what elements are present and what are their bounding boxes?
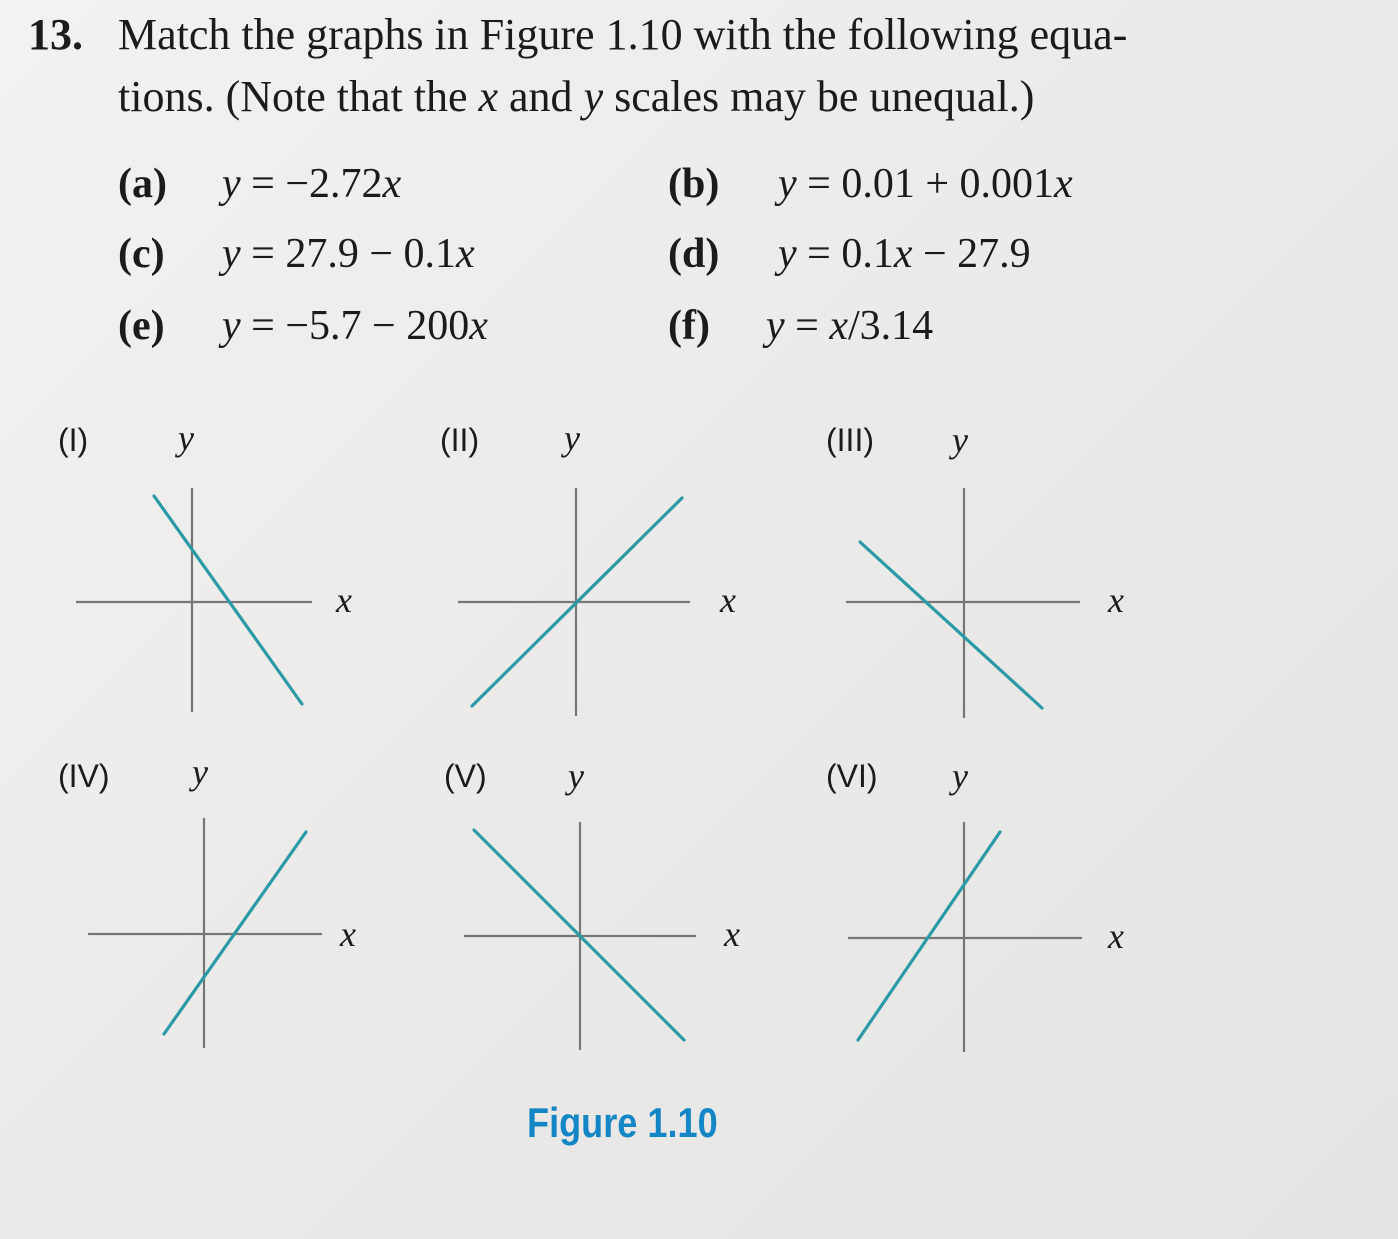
eq-lhs: y [222, 231, 241, 277]
equation-label-c: (c) [118, 231, 165, 277]
y-variable: y [583, 72, 604, 121]
graph-II-x-axis-label: x [720, 580, 736, 620]
problem-text-part: scales may be unequal.) [603, 72, 1035, 121]
problem-number: 13. [28, 10, 83, 59]
graph-IV-y-axis-label: y [192, 752, 208, 792]
equation-label-f: (f) [668, 303, 710, 349]
eq-var: x [456, 231, 475, 277]
eq-tail: /3.14 [848, 303, 934, 349]
equation-label-e: (e) [118, 303, 165, 349]
graph-IV-x-axis-label: x [340, 914, 356, 954]
equation-label-d: (d) [668, 231, 720, 277]
problem-text-part: tions. (Note that the [118, 72, 479, 121]
eq-lhs: y [222, 303, 241, 349]
eq-var: x [829, 303, 848, 349]
graph-III-x-axis-label: x [1108, 580, 1124, 620]
eq-tail: − 27.9 [912, 231, 1031, 277]
graph-VI-x-axis-label: x [1108, 916, 1124, 956]
graph-label-IV: (IV) [58, 758, 110, 794]
graph-II-y-axis-label: y [564, 418, 580, 458]
x-variable: x [478, 72, 499, 121]
graph-VI-line [858, 832, 1000, 1040]
eq-var: x [1054, 161, 1073, 207]
eq-lhs: y [222, 161, 241, 207]
eq-rhs: = [784, 303, 830, 349]
eq-rhs: = −5.7 − 200 [240, 303, 470, 349]
eq-rhs: = 0.01 + 0.001 [796, 161, 1055, 207]
graph-label-I: (I) [58, 422, 89, 458]
eq-lhs: y [778, 161, 797, 207]
graph-I-y-axis-label: y [178, 418, 194, 458]
eq-rhs: = −2.72 [240, 161, 383, 207]
eq-rhs: = 27.9 − 0.1 [240, 231, 457, 277]
problem-text-line-1: Match the graphs in Figure 1.10 with the following equa- [118, 10, 1128, 59]
graph-label-V: (V) [444, 758, 487, 794]
equation-label-b: (b) [668, 161, 720, 207]
graph-label-VI: (VI) [826, 758, 878, 794]
eq-var: x [382, 161, 402, 207]
graph-V-y-axis-label: y [568, 756, 584, 796]
eq-var: x [893, 231, 913, 277]
equation-label-a: (a) [118, 161, 167, 207]
eq-lhs: y [766, 303, 785, 349]
graph-label-II: (II) [440, 422, 480, 458]
graph-V-x-axis-label: x [724, 914, 740, 954]
graph-label-III: (III) [826, 422, 874, 458]
figure-caption: Figure 1.10 [527, 1099, 718, 1146]
eq-var: x [469, 303, 488, 349]
eq-rhs: = 0.1 [796, 231, 894, 277]
eq-lhs: y [778, 231, 797, 277]
problem-text-part: and [498, 72, 584, 121]
graph-I-x-axis-label: x [336, 580, 352, 620]
graph-VI-y-axis-label: y [952, 756, 968, 796]
graph-III-y-axis-label: y [952, 420, 968, 460]
